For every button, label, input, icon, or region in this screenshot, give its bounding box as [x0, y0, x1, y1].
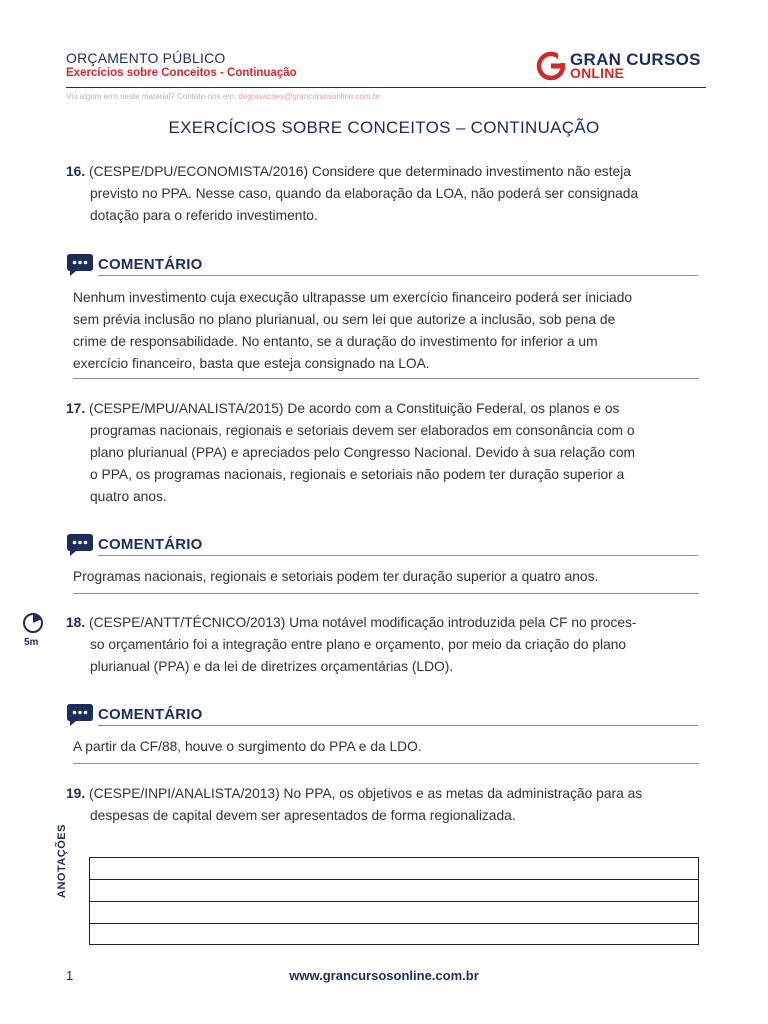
- comment-bubble-icon: [66, 253, 94, 277]
- error-report-note: [66, 92, 380, 101]
- question-19: [66, 783, 706, 827]
- comment-header: [66, 703, 706, 729]
- comment-label: COMENTÁRIO: [98, 536, 203, 553]
- header-divider: [66, 87, 706, 88]
- question-text-line: (CESPE/ANTT/TÉCNICO/2013) Uma notável modificação introduzida pela CF no proces-: [89, 615, 637, 630]
- question-text-line: programas nacionais, regionais e setoriais devem ser elaborados em consonância com o: [90, 423, 635, 438]
- page-number: 1: [66, 968, 74, 983]
- comment-label: COMENTÁRIO: [98, 256, 203, 273]
- comment-text-line: Nenhum investimento cuja execução ultrapasse um exercício financeiro poderá ser iniciado: [73, 290, 633, 305]
- question-text-line: previsto no PPA. Nesse caso, quando da elaboração da LOA, não poderá ser consignada: [90, 186, 639, 201]
- comment-bottom-rule: [73, 763, 699, 764]
- logo-g-icon: [536, 51, 566, 81]
- logo-text-main: GRAN CURSOS: [570, 50, 701, 69]
- question-text-line: o PPA, os programas nacionais, regionais e setoriais não podem ter duração superior a: [90, 467, 625, 482]
- timer-icon: [22, 612, 44, 634]
- comment-bubble-icon: [66, 533, 94, 557]
- question-text-line: plurianual (PPA) e da lei de diretrizes orçamentárias (LDO).: [90, 659, 454, 674]
- notes-line: [90, 879, 698, 880]
- timer-label: 5m: [24, 637, 39, 648]
- error-report-email[interactable]: degravacoes@grancursosonline.com.br: [238, 92, 380, 101]
- comment-text-line: A partir da CF/88, houve o surgimento do PPA e da LDO.: [73, 739, 422, 754]
- comment-label: COMENTÁRIO: [98, 706, 203, 723]
- comment-text-line: exercício financeiro, basta que esteja consignado na LOA.: [73, 356, 430, 371]
- page-title: EXERCÍCIOS SOBRE CONCEITOS – CONTINUAÇÃO: [168, 118, 600, 137]
- question-text-line: (CESPE/DPU/ECONOMISTA/2016) Considere que determinado investimento não esteja: [89, 164, 631, 179]
- comment-text-line: crime de responsabilidade. No entanto, se a duração do investimento for inferior a um: [73, 334, 598, 349]
- comment-bottom-rule: [73, 378, 699, 379]
- question-text-line: despesas de capital devem ser apresentados de forma regionalizada.: [90, 808, 516, 823]
- question-number: 16.: [66, 164, 86, 179]
- question-text-line: quatro anos.: [90, 489, 167, 504]
- question-text-line: (CESPE/MPU/ANALISTA/2015) De acordo com a Constituição Federal, os planos e os: [89, 401, 620, 416]
- question-18: [66, 612, 706, 678]
- question-17: [66, 398, 706, 508]
- header-subtitle: Exercícios sobre Conceitos - Continuação: [66, 67, 297, 79]
- comment-text-line: Programas nacionais, regionais e setoriais podem ter duração superior a quatro anos.: [73, 569, 599, 584]
- comment-text-line: sem prévia inclusão no plano plurianual, ou sem lei que autorize a inclusão, sob pena de: [73, 312, 616, 327]
- comment-divider: [98, 725, 698, 726]
- comment-divider: [98, 555, 698, 556]
- gran-cursos-logo[interactable]: [536, 50, 706, 84]
- comment-bubble-icon: [66, 703, 94, 727]
- header-title: ORÇAMENTO PÚBLICO: [66, 50, 226, 66]
- comment-divider: [98, 275, 698, 276]
- notes-line: [90, 901, 698, 902]
- question-text-line: plano plurianual (PPA) e apreciados pelo Congresso Nacional. Devido à sua relação com: [90, 445, 636, 460]
- comment-16: [73, 287, 699, 375]
- comment-bottom-rule: [73, 593, 699, 594]
- question-text-line: dotação para o referido investimento.: [90, 208, 318, 223]
- comment-17: [73, 566, 699, 588]
- question-number: 18.: [66, 615, 86, 630]
- notes-label: ANOTAÇÕES: [56, 824, 68, 898]
- question-number: 17.: [66, 401, 86, 416]
- notes-line: [90, 923, 698, 924]
- comment-header: [66, 253, 706, 279]
- question-text-line: (CESPE/INPI/ANALISTA/2013) No PPA, os objetivos e as metas da administração para as: [89, 786, 643, 801]
- question-16: [66, 161, 706, 227]
- error-report-text: Viu algum erro neste material? Contate-nos em:: [66, 92, 237, 101]
- question-text-line: so orçamentário foi a integração entre plano e orçamento, por meio da criação do plano: [90, 637, 627, 652]
- footer-website-link[interactable]: www.grancursosonline.com.br: [289, 968, 479, 983]
- comment-header: [66, 533, 706, 559]
- comment-18: [73, 736, 699, 758]
- logo-text-online: ONLINE: [570, 65, 625, 81]
- question-number: 19.: [66, 786, 86, 801]
- notes-box[interactable]: [89, 857, 699, 945]
- page-header: [66, 50, 706, 90]
